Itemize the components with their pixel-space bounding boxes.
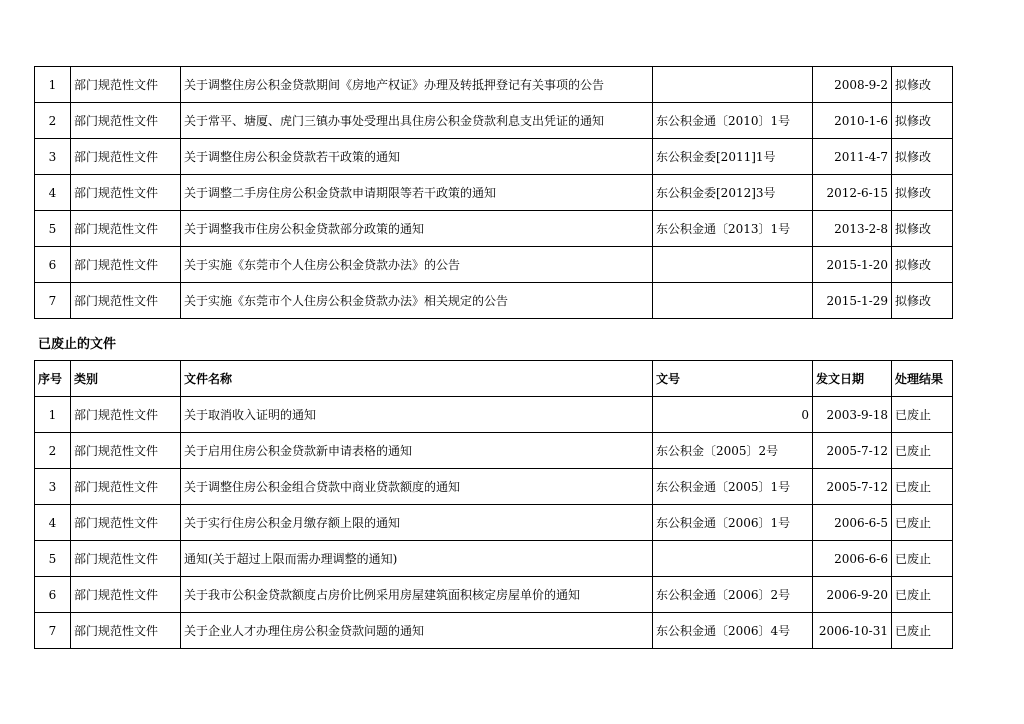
result-cell: 已废止 bbox=[892, 577, 953, 613]
table-row bbox=[35, 541, 953, 577]
category-cell: 部门规范性文件 bbox=[71, 211, 181, 247]
issue-date-cell: 2006-9-20 bbox=[813, 577, 892, 613]
document-number-cell: 东公积金通〔2005〕1号 bbox=[653, 469, 813, 505]
document-name-cell: 关于实施《东莞市个人住房公积金贷款办法》的公告 bbox=[181, 247, 653, 283]
row-number: 4 bbox=[35, 175, 71, 211]
table-row bbox=[35, 283, 953, 319]
document-name-cell: 关于调整住房公积金贷款若干政策的通知 bbox=[181, 139, 653, 175]
header-name: 文件名称 bbox=[181, 361, 653, 397]
document-name-cell: 关于我市公积金贷款额度占房价比例采用房屋建筑面积核定房屋单价的通知 bbox=[181, 577, 653, 613]
row-number: 6 bbox=[35, 577, 71, 613]
document-name-cell: 关于实行住房公积金月缴存额上限的通知 bbox=[181, 505, 653, 541]
category-cell: 部门规范性文件 bbox=[71, 103, 181, 139]
row-number: 2 bbox=[35, 103, 71, 139]
document-name-cell: 关于企业人才办理住房公积金贷款问题的通知 bbox=[181, 613, 653, 649]
result-cell: 已废止 bbox=[892, 433, 953, 469]
abolished-table-body bbox=[35, 361, 953, 649]
document-number-cell bbox=[653, 541, 813, 577]
row-number: 7 bbox=[35, 613, 71, 649]
pending-revision-table-body bbox=[35, 67, 953, 319]
issue-date-cell: 2005-7-12 bbox=[813, 469, 892, 505]
table-row bbox=[35, 505, 953, 541]
result-cell: 已废止 bbox=[892, 613, 953, 649]
row-number: 6 bbox=[35, 247, 71, 283]
header-category: 类别 bbox=[71, 361, 181, 397]
row-number: 7 bbox=[35, 283, 71, 319]
result-cell: 拟修改 bbox=[892, 211, 953, 247]
header-date: 发文日期 bbox=[813, 361, 892, 397]
result-cell: 拟修改 bbox=[892, 175, 953, 211]
issue-date-cell: 2006-6-6 bbox=[813, 541, 892, 577]
category-cell: 部门规范性文件 bbox=[71, 433, 181, 469]
issue-date-cell: 2015-1-29 bbox=[813, 283, 892, 319]
table-row bbox=[35, 247, 953, 283]
table-row bbox=[35, 175, 953, 211]
document-name-cell: 通知(关于超过上限而需办理调整的通知) bbox=[181, 541, 653, 577]
category-cell: 部门规范性文件 bbox=[71, 541, 181, 577]
category-cell: 部门规范性文件 bbox=[71, 469, 181, 505]
abolished-table bbox=[34, 360, 953, 649]
table-row bbox=[35, 433, 953, 469]
issue-date-cell: 2006-10-31 bbox=[813, 613, 892, 649]
document-number-cell: 东公积金〔2005〕2号 bbox=[653, 433, 813, 469]
result-cell: 已废止 bbox=[892, 541, 953, 577]
result-cell: 拟修改 bbox=[892, 283, 953, 319]
table-row bbox=[35, 397, 953, 433]
document-name-cell: 关于调整住房公积金贷款期间《房地产权证》办理及转抵押登记有关事项的公告 bbox=[181, 67, 653, 103]
row-number: 1 bbox=[35, 397, 71, 433]
result-cell: 拟修改 bbox=[892, 139, 953, 175]
category-cell: 部门规范性文件 bbox=[71, 505, 181, 541]
document-number-cell: 东公积金通〔2006〕2号 bbox=[653, 577, 813, 613]
document-number-cell: 东公积金通〔2010〕1号 bbox=[653, 103, 813, 139]
category-cell: 部门规范性文件 bbox=[71, 247, 181, 283]
result-cell: 拟修改 bbox=[892, 103, 953, 139]
document-name-cell: 关于启用住房公积金贷款新申请表格的通知 bbox=[181, 433, 653, 469]
table-row bbox=[35, 469, 953, 505]
document-number-cell: 0 bbox=[653, 397, 813, 433]
category-cell: 部门规范性文件 bbox=[71, 139, 181, 175]
issue-date-cell: 2010-1-6 bbox=[813, 103, 892, 139]
document-number-cell: 东公积金委[2011]1号 bbox=[653, 139, 813, 175]
table-row bbox=[35, 613, 953, 649]
document-number-cell: 东公积金通〔2006〕1号 bbox=[653, 505, 813, 541]
row-number: 5 bbox=[35, 541, 71, 577]
result-cell: 已废止 bbox=[892, 505, 953, 541]
row-number: 3 bbox=[35, 469, 71, 505]
row-number: 5 bbox=[35, 211, 71, 247]
document-number-cell bbox=[653, 283, 813, 319]
header-doc-no: 文号 bbox=[653, 361, 813, 397]
issue-date-cell: 2013-2-8 bbox=[813, 211, 892, 247]
document-number-cell: 东公积金委[2012]3号 bbox=[653, 175, 813, 211]
table-row bbox=[35, 67, 953, 103]
document-number-cell: 东公积金通〔2013〕1号 bbox=[653, 211, 813, 247]
document-name-cell: 关于调整住房公积金组合贷款中商业贷款额度的通知 bbox=[181, 469, 653, 505]
document-number-cell bbox=[653, 247, 813, 283]
category-cell: 部门规范性文件 bbox=[71, 175, 181, 211]
result-cell: 拟修改 bbox=[892, 247, 953, 283]
issue-date-cell: 2006-6-5 bbox=[813, 505, 892, 541]
table-row bbox=[35, 103, 953, 139]
issue-date-cell: 2008-9-2 bbox=[813, 67, 892, 103]
category-cell: 部门规范性文件 bbox=[71, 397, 181, 433]
issue-date-cell: 2003-9-18 bbox=[813, 397, 892, 433]
document-name-cell: 关于实施《东莞市个人住房公积金贷款办法》相关规定的公告 bbox=[181, 283, 653, 319]
document-name-cell: 关于调整我市住房公积金贷款部分政策的通知 bbox=[181, 211, 653, 247]
category-cell: 部门规范性文件 bbox=[71, 67, 181, 103]
pending-revision-table bbox=[34, 66, 953, 319]
document-number-cell bbox=[653, 67, 813, 103]
row-number: 1 bbox=[35, 67, 71, 103]
document-name-cell: 关于调整二手房住房公积金贷款申请期限等若干政策的通知 bbox=[181, 175, 653, 211]
table-row bbox=[35, 139, 953, 175]
result-cell: 拟修改 bbox=[892, 67, 953, 103]
category-cell: 部门规范性文件 bbox=[71, 283, 181, 319]
header-result: 处理结果 bbox=[892, 361, 953, 397]
issue-date-cell: 2011-4-7 bbox=[813, 139, 892, 175]
table-header-row bbox=[35, 361, 953, 397]
section-title-abolished: 已废止的文件 bbox=[38, 337, 117, 352]
issue-date-cell: 2012-6-15 bbox=[813, 175, 892, 211]
header-no: 序号 bbox=[35, 361, 71, 397]
document-number-cell: 东公积金通〔2006〕4号 bbox=[653, 613, 813, 649]
category-cell: 部门规范性文件 bbox=[71, 577, 181, 613]
category-cell: 部门规范性文件 bbox=[71, 613, 181, 649]
table-row bbox=[35, 211, 953, 247]
row-number: 3 bbox=[35, 139, 71, 175]
result-cell: 已废止 bbox=[892, 397, 953, 433]
document-name-cell: 关于常平、塘厦、虎门三镇办事处受理出具住房公积金贷款利息支出凭证的通知 bbox=[181, 103, 653, 139]
row-number: 2 bbox=[35, 433, 71, 469]
row-number: 4 bbox=[35, 505, 71, 541]
document-name-cell: 关于取消收入证明的通知 bbox=[181, 397, 653, 433]
issue-date-cell: 2005-7-12 bbox=[813, 433, 892, 469]
table-row bbox=[35, 577, 953, 613]
issue-date-cell: 2015-1-20 bbox=[813, 247, 892, 283]
result-cell: 已废止 bbox=[892, 469, 953, 505]
